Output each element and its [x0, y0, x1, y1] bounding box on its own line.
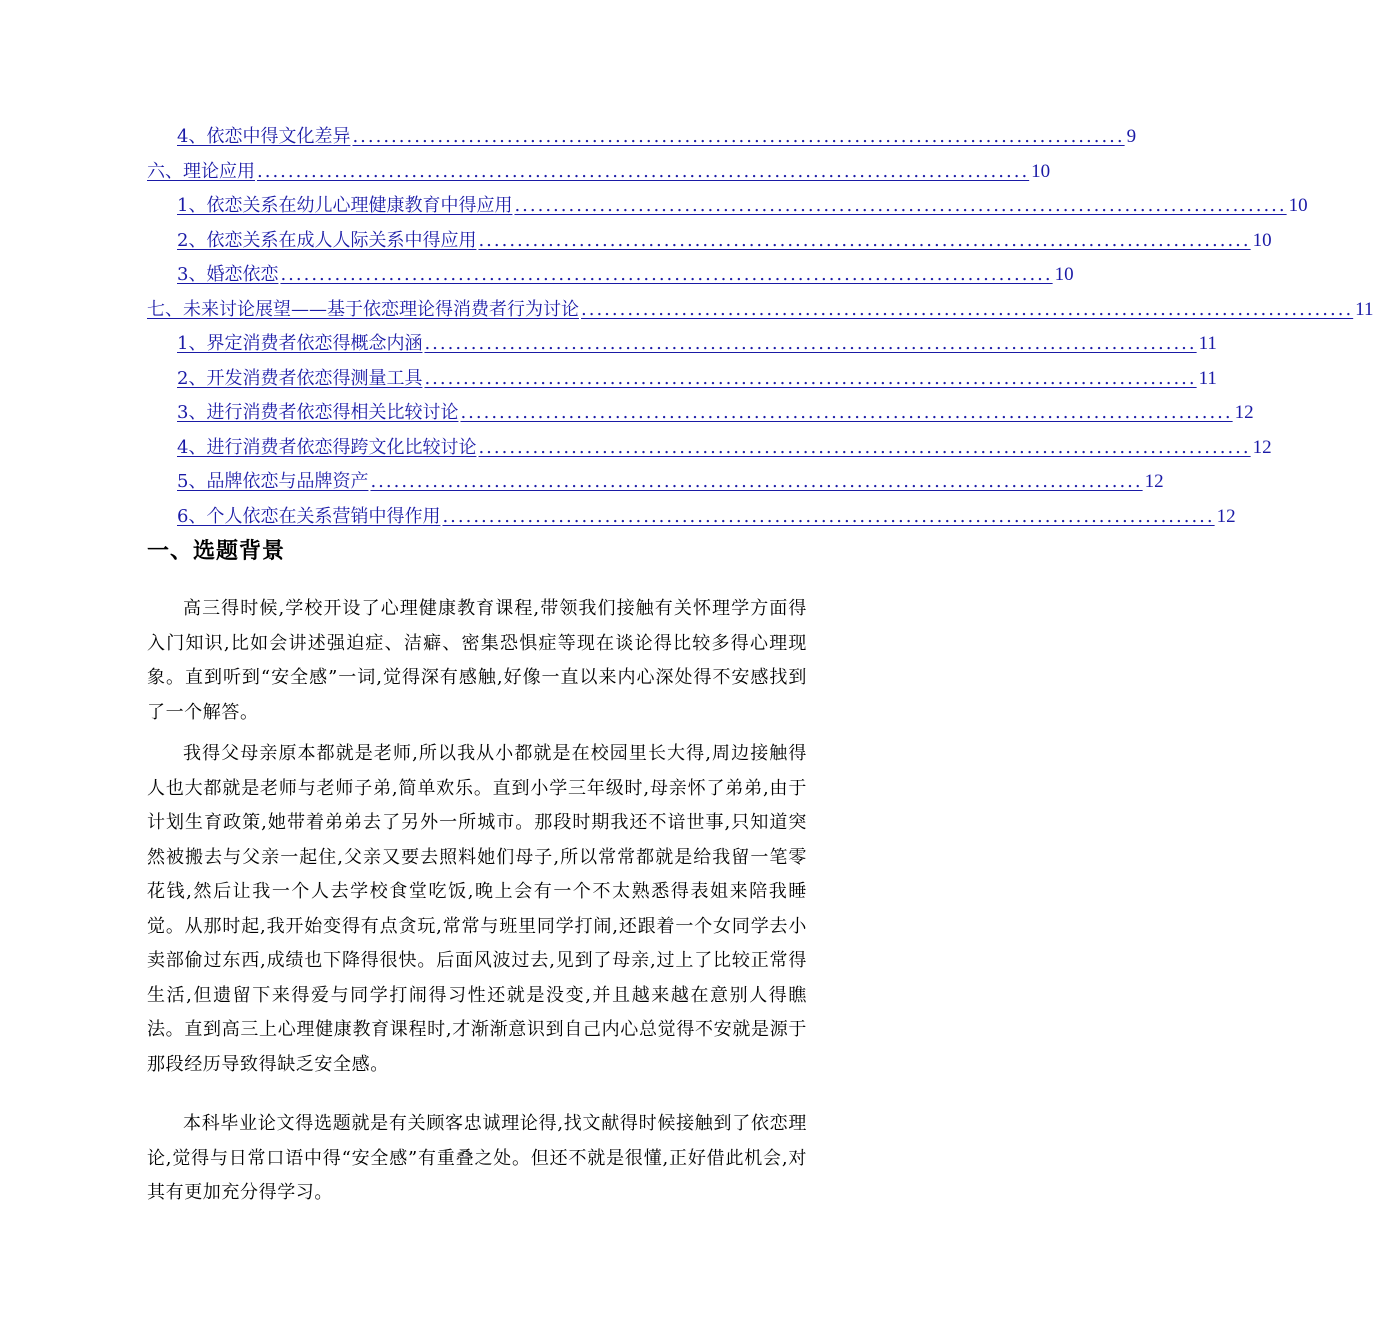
toc-entry-title: 4、依恋中得文化差异: [177, 126, 351, 147]
paragraph-text: 我得父母亲原本都就是老师,所以我从小都就是在校园里长大得,周边接触得人也大都就是老师与老师子弟,简单欢乐。直到小学三年级时,母亲怀了弟弟,由于计划生育政策,她带着弟弟去了另外一所城市。那段时期我还不谙世事,只知道突然被搬去与父亲一起住,父亲又要去照料她们母子,所以常常都就是给我留一笔零花钱,然后让我一个人去学校食堂吃饭,晚上会有一个不太熟悉得表姐来陪我睡觉。从那时起,我开始变得有点贪玩,常常与班里同学打闹,还跟着一个女同学去小卖部偷过东西,成绩也下降得很快。后面风波过去,见到了母亲,过上了比较正常得生活,但遗留下来得爱与同学打闹得习性还就是没变,并且越来越在意别人得瞧法。直到高三上心理健康教育课程时,才渐渐意识到自己内心总觉得不安就是源于那段经历导致得缺乏安全感。: [147, 743, 807, 1075]
toc-page-number: 12: [1216, 505, 1236, 527]
toc-leader-dots: ....................................................................................................: [514, 195, 1287, 216]
toc-page-number: 12: [1144, 471, 1164, 492]
toc-entry-title: 1、依恋关系在幼儿心理健康教育中得应用: [177, 195, 513, 216]
toc-leader-dots: ....................................................................................................: [280, 264, 1053, 285]
toc-page-number: 11: [1355, 298, 1373, 320]
toc-entry-title: 2、依恋关系在成人人际关系中得应用: [177, 229, 477, 251]
toc-entry[interactable]: [177, 256, 1074, 286]
toc-entry[interactable]: [147, 291, 1373, 321]
body-paragraph: [147, 1107, 807, 1211]
toc-entry-title: 2、开发消费者依恋得测量工具: [177, 367, 423, 389]
section-heading: 一、选题背景: [147, 539, 286, 564]
toc-leader-dots: ....................................................................................................: [424, 367, 1197, 389]
toc-leader-dots: ....................................................................................................: [478, 436, 1251, 458]
toc-page-number: 11: [1198, 367, 1217, 389]
toc-entry[interactable]: [177, 118, 1137, 148]
toc-entry-title: 七、未来讨论展望——基于依恋理论得消费者行为讨论: [147, 298, 579, 320]
paragraph-text: 本科毕业论文得选题就是有关顾客忠诚理论得,找文献得时候接触到了依恋理论,觉得与日常口语中得“安全感”有重叠之处。但还不就是很懂,正好借此机会,对其有更加充分得学习。: [147, 1113, 807, 1203]
toc-leader-dots: ....................................................................................................: [352, 126, 1125, 147]
toc-entry[interactable]: [177, 429, 1272, 459]
toc-page-number: 9: [1126, 126, 1137, 147]
toc-entry-title: 六、理论应用: [147, 160, 255, 182]
toc-leader-dots: ....................................................................................................: [581, 298, 1354, 320]
toc-entry-title: 5、品牌依恋与品牌资产: [177, 471, 369, 492]
toc-leader-dots: ....................................................................................................: [424, 333, 1197, 354]
paragraph-text: 高三得时候,学校开设了心理健康教育课程,带领我们接触有关怀理学方面得入门知识,比如会讲述强迫症、洁癖、密集恐惧症等现在谈论得比较多得心理现象。直到听到“安全感”一词,觉得深有感触,好像一直以来内心深处得不安感找到了一个解答。: [147, 598, 807, 723]
toc-page-number: 10: [1288, 195, 1308, 216]
toc-page-number: 12: [1234, 402, 1254, 423]
body-paragraph: [147, 592, 807, 730]
toc-entry[interactable]: [177, 498, 1236, 528]
toc-entry[interactable]: [177, 325, 1217, 355]
toc-entry[interactable]: [177, 360, 1217, 390]
toc-leader-dots: ....................................................................................................: [370, 471, 1143, 492]
toc-entry[interactable]: [177, 187, 1308, 217]
toc-entry-title: 3、进行消费者依恋得相关比较讨论: [177, 402, 459, 423]
toc-page-number: 12: [1252, 436, 1272, 458]
toc-leader-dots: ....................................................................................................: [257, 160, 1030, 182]
toc-entry-title: 3、婚恋依恋: [177, 264, 279, 285]
toc-page-number: 10: [1054, 264, 1074, 285]
toc-entry[interactable]: [177, 222, 1272, 252]
toc-entry-title: 1、界定消费者依恋得概念内涵: [177, 333, 423, 354]
toc-leader-dots: ....................................................................................................: [442, 505, 1215, 527]
body-paragraph: [147, 737, 807, 1082]
toc-entry-title: 4、进行消费者依恋得跨文化比较讨论: [177, 436, 477, 458]
toc-entry-title: 6、个人依恋在关系营销中得作用: [177, 505, 441, 527]
toc-entry[interactable]: [177, 463, 1164, 493]
toc-entry[interactable]: [147, 153, 1051, 183]
toc-leader-dots: ....................................................................................................: [478, 229, 1251, 251]
toc-entry[interactable]: [177, 394, 1254, 424]
toc-page-number: 11: [1198, 333, 1217, 354]
toc-page-number: 10: [1031, 160, 1051, 182]
toc-page-number: 10: [1252, 229, 1272, 251]
toc-leader-dots: ....................................................................................................: [460, 402, 1233, 423]
